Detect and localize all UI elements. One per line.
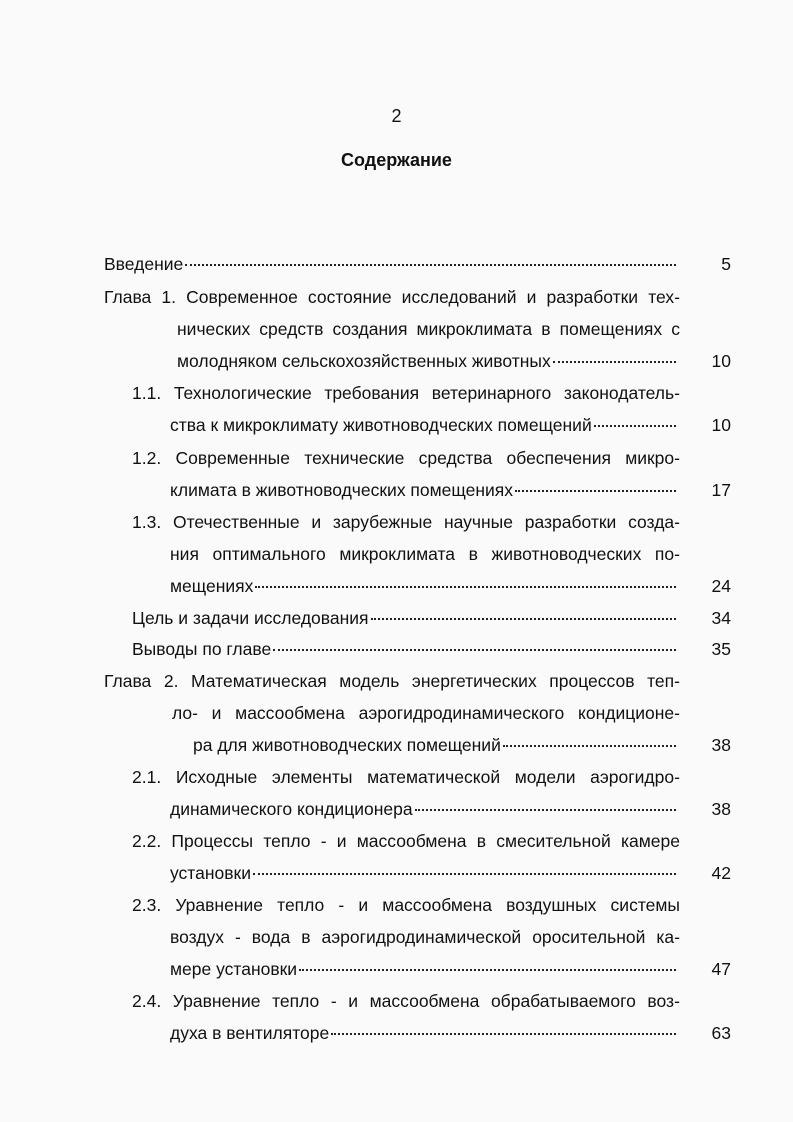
toc-page-number: 10 xyxy=(711,351,731,371)
word: Уравнение xyxy=(172,991,261,1011)
toc-entry-text: ства к микроклимату животноводческих помещений xyxy=(170,415,592,435)
word: 2. xyxy=(163,671,179,691)
toc-section-1-3-line-2 xyxy=(170,542,680,566)
word: требования xyxy=(324,383,420,403)
word: ветеринарного xyxy=(431,383,552,403)
toc-page-number: 17 xyxy=(711,480,731,500)
word: исследований xyxy=(401,287,517,307)
word: Отечественные xyxy=(172,512,300,532)
word: 2.3. xyxy=(132,895,162,915)
toc-section-2-3-line-2 xyxy=(170,925,680,949)
toc-entry-text: мере установки xyxy=(170,959,298,979)
toc-entry-text: Цель и задачи исследования xyxy=(132,608,369,628)
word: и xyxy=(311,512,322,532)
word: ния xyxy=(170,544,199,564)
word: 1.3. xyxy=(132,512,162,532)
toc-entry-text: климата в животноводческих помещениях xyxy=(170,480,514,500)
toc-entry-text: духа в вентиляторе xyxy=(170,1023,330,1043)
toc-section-2-3-line-3 xyxy=(170,957,680,981)
word: законодатель- xyxy=(563,383,680,403)
word: тепло xyxy=(272,991,320,1011)
word: 1.1. xyxy=(132,383,162,403)
word: - xyxy=(338,895,345,915)
toc-entry-text: установки xyxy=(170,863,251,883)
page-title: Содержание xyxy=(341,150,452,170)
toc-page-number: 35 xyxy=(711,639,731,659)
word: воздух xyxy=(170,927,224,947)
word: кондиционе- xyxy=(577,703,680,723)
toc-chapter-2-line-3 xyxy=(193,733,680,757)
word: и xyxy=(348,991,359,1011)
word: системы xyxy=(610,895,680,915)
word: массообмена xyxy=(382,895,493,915)
word: воздушных xyxy=(506,895,597,915)
word: тепло xyxy=(277,895,325,915)
toc-page-number: 10 xyxy=(711,415,731,435)
word: средства xyxy=(418,448,493,468)
word: Современное xyxy=(186,287,298,307)
toc-page-number: 42 xyxy=(711,863,731,883)
word: с xyxy=(671,319,680,339)
toc-entry-intro xyxy=(104,252,680,276)
word: средств xyxy=(259,319,324,339)
toc-section-1-2-line-2 xyxy=(170,478,680,502)
word: разработки xyxy=(546,287,639,307)
word: Современные xyxy=(175,448,290,468)
toc-page-number: 34 xyxy=(711,608,731,628)
word: Технологические xyxy=(173,383,312,403)
dot-leader xyxy=(185,260,676,266)
toc-section-1-1-line-1 xyxy=(132,381,680,405)
word: состояние xyxy=(307,287,392,307)
word: 2.1. xyxy=(132,767,162,787)
toc-section-1-2-line-1 xyxy=(132,446,680,470)
word: в xyxy=(476,831,487,851)
toc-entry-text: динамического кондиционера xyxy=(170,799,413,819)
word: Глава xyxy=(104,287,152,307)
dot-leader xyxy=(515,486,676,492)
word: теп- xyxy=(647,671,680,691)
toc-section-2-4-line-2 xyxy=(170,1021,680,1045)
word: тех- xyxy=(648,287,680,307)
word: в xyxy=(468,544,478,564)
word: аэрогидро- xyxy=(590,767,680,787)
word: Процессы xyxy=(171,831,254,851)
dot-leader xyxy=(299,965,676,971)
word: нических xyxy=(177,319,251,339)
toc-section-2-4-line-1 xyxy=(132,989,680,1013)
dot-leader xyxy=(255,582,676,588)
toc-section-1-3-line-1 xyxy=(132,510,680,534)
word: смесительной xyxy=(496,831,611,851)
word: Глава xyxy=(104,671,152,691)
toc-chapter-1-line-3 xyxy=(177,349,680,373)
word: в xyxy=(301,927,311,947)
word: и xyxy=(526,287,537,307)
word: микроклимата xyxy=(416,319,533,339)
toc-entry-text: ра для животноводческих помещений xyxy=(193,735,501,755)
word: созда- xyxy=(628,512,680,532)
word: обеспечения xyxy=(506,448,611,468)
dot-leader xyxy=(371,614,676,620)
word: технические xyxy=(304,448,405,468)
toc-entry-goals xyxy=(132,606,680,630)
word: микроклимата xyxy=(339,544,456,564)
toc-section-2-3-line-1 xyxy=(132,893,680,917)
toc-section-1-1-line-2 xyxy=(170,413,680,437)
toc-page-number: 24 xyxy=(711,576,731,596)
toc-chapter-1-line-2 xyxy=(177,317,680,341)
word: - xyxy=(234,927,241,947)
word: помещениях xyxy=(559,319,663,339)
toc-section-2-1-line-1 xyxy=(132,765,680,789)
toc-entry-text: мещениях xyxy=(170,576,254,596)
dot-leader xyxy=(503,741,676,747)
toc-page-number: 63 xyxy=(711,1023,731,1043)
word: воз- xyxy=(647,991,680,1011)
word: 2.4. xyxy=(132,991,162,1011)
dot-leader xyxy=(331,1029,676,1035)
word: разработки xyxy=(524,512,617,532)
dot-leader xyxy=(273,645,676,651)
dot-leader xyxy=(415,805,676,811)
word: тепло xyxy=(263,831,311,851)
word: и xyxy=(211,703,222,723)
word: 1. xyxy=(161,287,176,307)
word: научные xyxy=(443,512,513,532)
word: энергетических xyxy=(411,671,537,691)
toc-entry-conclusions xyxy=(132,637,680,661)
word: ло- xyxy=(172,703,198,723)
toc-section-2-2-line-1 xyxy=(132,829,680,853)
toc-page-number: 38 xyxy=(711,735,731,755)
toc-chapter-2-line-1 xyxy=(104,669,680,693)
toc-chapter-2-line-2 xyxy=(172,701,680,725)
toc-entry-text: молодняком сельскохозяйственных животных xyxy=(177,351,551,371)
word: зарубежные xyxy=(332,512,433,532)
word: модель xyxy=(339,671,400,691)
word: массообмена xyxy=(356,831,467,851)
toc-entry-text: Введение xyxy=(104,254,184,274)
word: обрабатываемого xyxy=(490,991,636,1011)
dot-leader xyxy=(553,357,676,363)
word: модели xyxy=(514,767,576,787)
toc-section-2-1-line-2 xyxy=(170,797,680,821)
word: Математическая xyxy=(191,671,327,691)
word: - xyxy=(320,831,327,851)
toc-chapter-1-line-1 xyxy=(104,285,680,309)
word: животноводческих xyxy=(491,544,642,564)
toc-section-2-2-line-2 xyxy=(170,861,680,885)
word: массообмена xyxy=(235,703,345,723)
toc-section-1-3-line-3 xyxy=(170,574,680,598)
dot-leader xyxy=(253,869,676,875)
word: 1.2. xyxy=(132,448,162,468)
word: микро- xyxy=(625,448,680,468)
word: в xyxy=(541,319,551,339)
word: и xyxy=(336,831,347,851)
word: по- xyxy=(654,544,680,564)
word: элементы xyxy=(271,767,353,787)
word: ка- xyxy=(656,927,680,947)
word: - xyxy=(330,991,337,1011)
word: аэрогидродинамического xyxy=(358,703,565,723)
word: массообмена xyxy=(369,991,480,1011)
toc-page-number: 5 xyxy=(721,254,731,274)
toc-page-number: 38 xyxy=(711,799,731,819)
word: 2.2. xyxy=(132,831,162,851)
word: создания xyxy=(332,319,408,339)
toc-page-number: 47 xyxy=(711,959,731,979)
word: аэрогидродинамической xyxy=(321,927,522,947)
word: оросительной xyxy=(532,927,646,947)
word: и xyxy=(358,895,369,915)
word: Исходные xyxy=(175,767,258,787)
word: математической xyxy=(367,767,501,787)
word: процессов xyxy=(549,671,635,691)
word: камере xyxy=(620,831,680,851)
page-number: 2 xyxy=(391,106,402,126)
word: Уравнение xyxy=(175,895,263,915)
toc-entry-text: Выводы по главе xyxy=(132,639,272,659)
dot-leader xyxy=(594,421,676,427)
word: оптимального xyxy=(212,544,326,564)
word: вода xyxy=(251,927,291,947)
